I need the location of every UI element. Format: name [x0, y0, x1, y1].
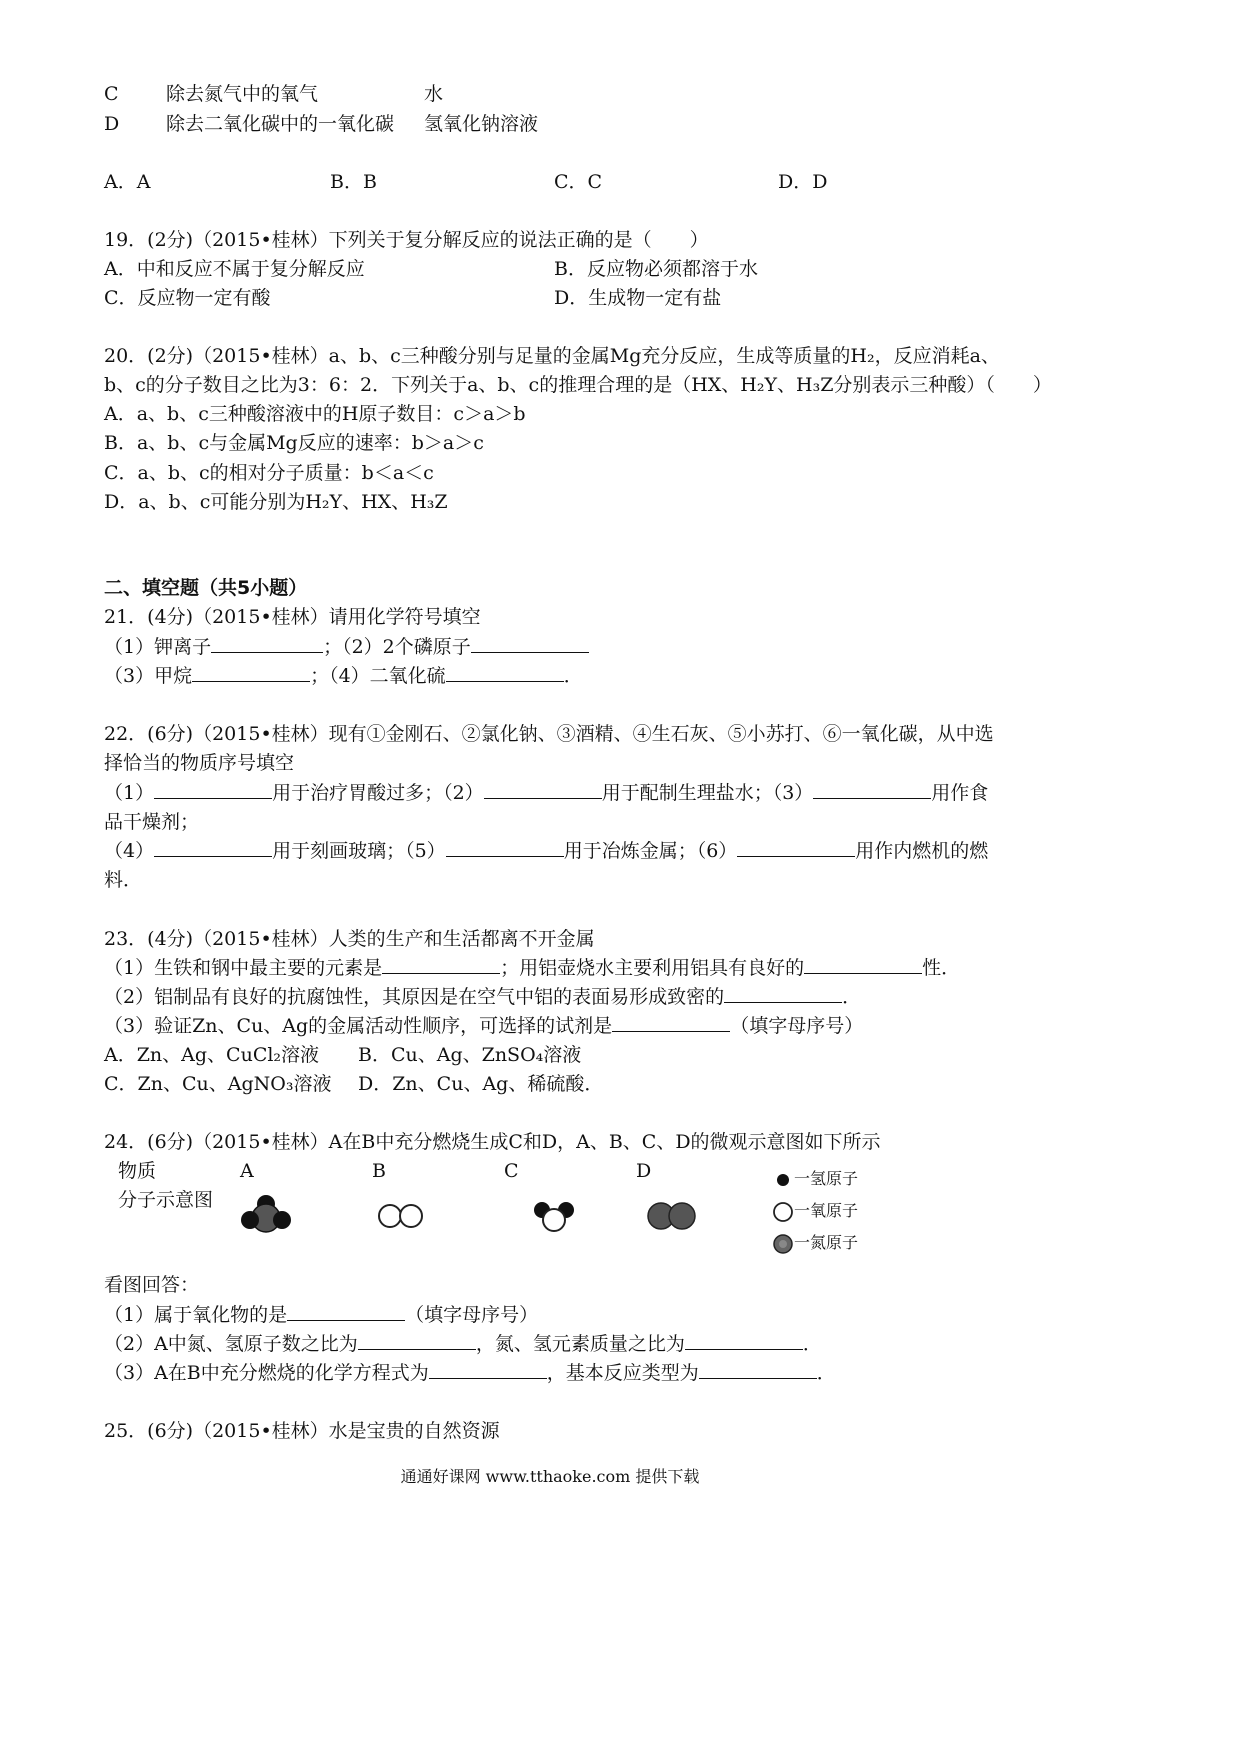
q23-label-3: 性．: [922, 957, 961, 979]
legend-nitrogen: [772, 1230, 858, 1256]
q19-option-c: C．反应物一定有酸: [104, 287, 271, 309]
oxygen-atom: [400, 1205, 422, 1227]
q23-option-c: C．Zn、Cu、AgNO₃溶液: [104, 1073, 332, 1095]
q24-line1: [104, 1302, 538, 1328]
q22-label-6: 用于刻画玻璃；（5）: [272, 840, 446, 862]
q23-line3: [104, 1013, 863, 1039]
q23-label-5: ．: [842, 986, 862, 1008]
q24-table-label-diagram: 分子示意图: [118, 1189, 214, 1211]
answer-blank[interactable]: [382, 955, 500, 974]
q22-label-7: 用于冶炼金属；（6）: [563, 840, 738, 862]
q22-label-4: 用作食: [931, 782, 989, 804]
q23-stem: 23．(4分)（2015•桂林）人类的生产和生活都离不开金属: [104, 928, 595, 950]
q24-substance-d: D: [636, 1160, 652, 1182]
q21-label-4: ；（4）二氧化硫: [310, 665, 446, 687]
q23-label-6: （3）验证Zn、Cu、Ag的金属活动性顺序，可选择的试剂是: [104, 1015, 613, 1037]
q24-label-6: （3）A在B中充分燃烧的化学方程式为: [104, 1362, 429, 1384]
answer-blank[interactable]: [154, 780, 272, 799]
q20-stem-line1: 20．(2分)（2015•桂林）a、b、c三种酸分别与足量的金属Mg充分反应，生成等质量的H₂，反应消耗a、: [104, 345, 1000, 367]
q18-row-d-purpose: 除去二氧化碳中的一氧化碳: [166, 113, 395, 135]
q24-stem: 24．(6分)（2015•桂林）A在B中充分燃烧生成C和D，A、B、C、D的微观示意图如下所示: [104, 1131, 881, 1153]
q21-stem: 21．(4分)（2015•桂林）请用化学符号填空: [104, 606, 481, 628]
q21-line2: [104, 663, 583, 689]
q24-substance-a: A: [240, 1160, 254, 1182]
q22-line4: 料．: [104, 869, 143, 891]
q24-label-1: （1）属于氧化物的是: [104, 1304, 288, 1326]
answer-blank[interactable]: [358, 1331, 476, 1350]
legend-nitrogen-label: 一氮原子: [794, 1233, 859, 1252]
q23-line1: [104, 955, 960, 981]
q23-option-b: B．Cu、Ag、ZnSO₄溶液: [358, 1044, 582, 1066]
q20-option-b: B．a、b、c与金属Mg反应的速率：b＞a＞c: [104, 432, 484, 454]
legend-oxygen: [772, 1198, 858, 1224]
molecule-c-water: [534, 1202, 574, 1231]
q18-row-d-reagent: 氢氧化钠溶液: [424, 113, 539, 135]
q20-option-c: C．a、b、c的相对分子质量：b＜a＜c: [104, 462, 434, 484]
molecule-d-nitrogen: [648, 1203, 695, 1229]
answer-blank[interactable]: [287, 1302, 405, 1321]
q18-option-b: B．B: [330, 171, 377, 193]
answer-blank[interactable]: [699, 1360, 817, 1379]
answer-blank[interactable]: [471, 634, 589, 653]
q24-label-5: ．: [802, 1333, 822, 1355]
q23-option-a: A．Zn、Ag、CuCl₂溶液: [104, 1044, 320, 1066]
q22-line1: [104, 780, 988, 806]
q22-line3: [104, 838, 988, 864]
hydrogen-atom: [273, 1211, 291, 1229]
answer-blank[interactable]: [724, 984, 842, 1003]
answer-blank[interactable]: [154, 838, 272, 857]
q20-option-d: D．a、b、c可能分别为H₂Y、HX、H₃Z: [104, 491, 448, 513]
q20-stem-line2: b、c的分子数目之比为3：6：2．下列关于a、b、c的推理合理的是（HX、H₂Y、H₃Z分别表示三种酸）（ ）: [104, 374, 1052, 396]
q23-line2: [104, 984, 861, 1010]
answer-blank[interactable]: [211, 634, 323, 653]
legend-oxygen-label: 一氧原子: [794, 1201, 859, 1220]
section-heading: 二、填空题（共5小题）: [104, 577, 308, 599]
answer-blank[interactable]: [813, 780, 931, 799]
q24-label-4: ，氮、氢元素质量之比为: [475, 1333, 685, 1355]
q22-label-3: 用于配制生理盐水；（3）: [601, 782, 814, 804]
q21-end: ．: [563, 665, 583, 687]
q19-option-a: A．中和反应不属于复分解反应: [104, 258, 365, 280]
q23-label-1: （1）生铁和钢中最主要的元素是: [104, 957, 383, 979]
q18-option-c: C．C: [554, 171, 603, 193]
q24-line3: [104, 1360, 836, 1386]
molecule-diagram: [230, 1180, 730, 1250]
q22-stem-line2: 择恰当的物质序号填空: [104, 752, 295, 774]
q23-label-7: （填字母序号）: [730, 1015, 864, 1037]
q21-line1: [104, 634, 589, 660]
legend-hydrogen-label: 一氢原子: [794, 1169, 859, 1188]
answer-blank[interactable]: [446, 838, 564, 857]
q22-label-2: 用于治疗胃酸过多；（2）: [272, 782, 484, 804]
oxygen-atom: [543, 1209, 565, 1231]
q19-stem: 19．(2分)（2015•桂林）下列关于复分解反应的说法正确的是（ ）: [104, 229, 709, 251]
answer-blank[interactable]: [804, 955, 922, 974]
q24-see-figure: 看图回答：: [104, 1274, 200, 1296]
q24-label-8: ．: [816, 1362, 836, 1384]
q18-row-d-letter: D: [104, 113, 120, 135]
q21-label-2: ；（2）2个磷原子: [323, 636, 471, 658]
q22-line2: 品干燥剂；: [104, 811, 200, 833]
q18-row-c-letter: C: [104, 83, 119, 105]
q18-row-c-reagent: 水: [424, 83, 444, 105]
oxygen-legend-icon: [772, 1201, 794, 1223]
q19-option-b: B．反应物必须都溶于水: [554, 258, 758, 280]
q24-substance-b: B: [372, 1160, 386, 1182]
q22-label-8: 用作内燃机的燃: [855, 840, 989, 862]
q21-label-3: （3）甲烷: [104, 665, 193, 687]
nitrogen-atom: [669, 1203, 695, 1229]
molecule-b-oxygen: [379, 1205, 422, 1227]
page-footer: 通通好课网 www.tthaoke.com 提供下载: [400, 1467, 700, 1486]
hydrogen-legend-icon: [772, 1171, 794, 1189]
answer-blank[interactable]: [446, 663, 564, 682]
q24-label-3: （2）A中氮、氢原子数之比为: [104, 1333, 358, 1355]
q24-substance-c: C: [504, 1160, 519, 1182]
q19-option-d: D．生成物一定有盐: [554, 287, 722, 309]
q18-option-d: D．D: [778, 171, 828, 193]
q18-option-a: A．A: [104, 171, 151, 193]
answer-blank[interactable]: [484, 780, 602, 799]
q22-label-5: （4）: [104, 840, 155, 862]
q23-label-4: （2）铝制品有良好的抗腐蚀性，其原因是在空气中铝的表面易形成致密的: [104, 986, 725, 1008]
hydrogen-atom: [241, 1211, 259, 1229]
answer-blank[interactable]: [612, 1013, 730, 1032]
q23-label-2: ；用铝壶烧水主要利用铝具有良好的: [500, 957, 805, 979]
q24-label-7: ，基本反应类型为: [546, 1362, 699, 1384]
q24-table-label-substance: 物质: [118, 1160, 157, 1182]
legend-hydrogen: [772, 1166, 858, 1192]
q24-label-2: （填字母序号）: [405, 1304, 539, 1326]
q18-row-c-purpose: 除去氮气中的氧气: [166, 83, 319, 105]
answer-blank[interactable]: [192, 663, 310, 682]
q24-line2: [104, 1331, 822, 1357]
oxygen-atom: [379, 1205, 401, 1227]
q21-label-1: （1）钾离子: [104, 636, 212, 658]
molecule-a-ammonia: [241, 1195, 291, 1232]
answer-blank[interactable]: [429, 1360, 547, 1379]
answer-blank[interactable]: [737, 838, 855, 857]
q23-option-d: D．Zn、Cu、Ag、稀硫酸．: [358, 1073, 604, 1095]
answer-blank[interactable]: [685, 1331, 803, 1350]
q25-stem: 25．(6分)（2015•桂林）水是宝贵的自然资源: [104, 1420, 500, 1442]
q20-option-a: A．a、b、c三种酸溶液中的H原子数目：c＞a＞b: [104, 403, 526, 425]
nitrogen-legend-icon: [772, 1233, 794, 1255]
q22-stem-line1: 22．(6分)（2015•桂林）现有①金刚石、②氯化钠、③酒精、④生石灰、⑤小苏打、⑥一氧化碳，从中选: [104, 723, 994, 745]
q22-label-1: （1）: [104, 782, 155, 804]
